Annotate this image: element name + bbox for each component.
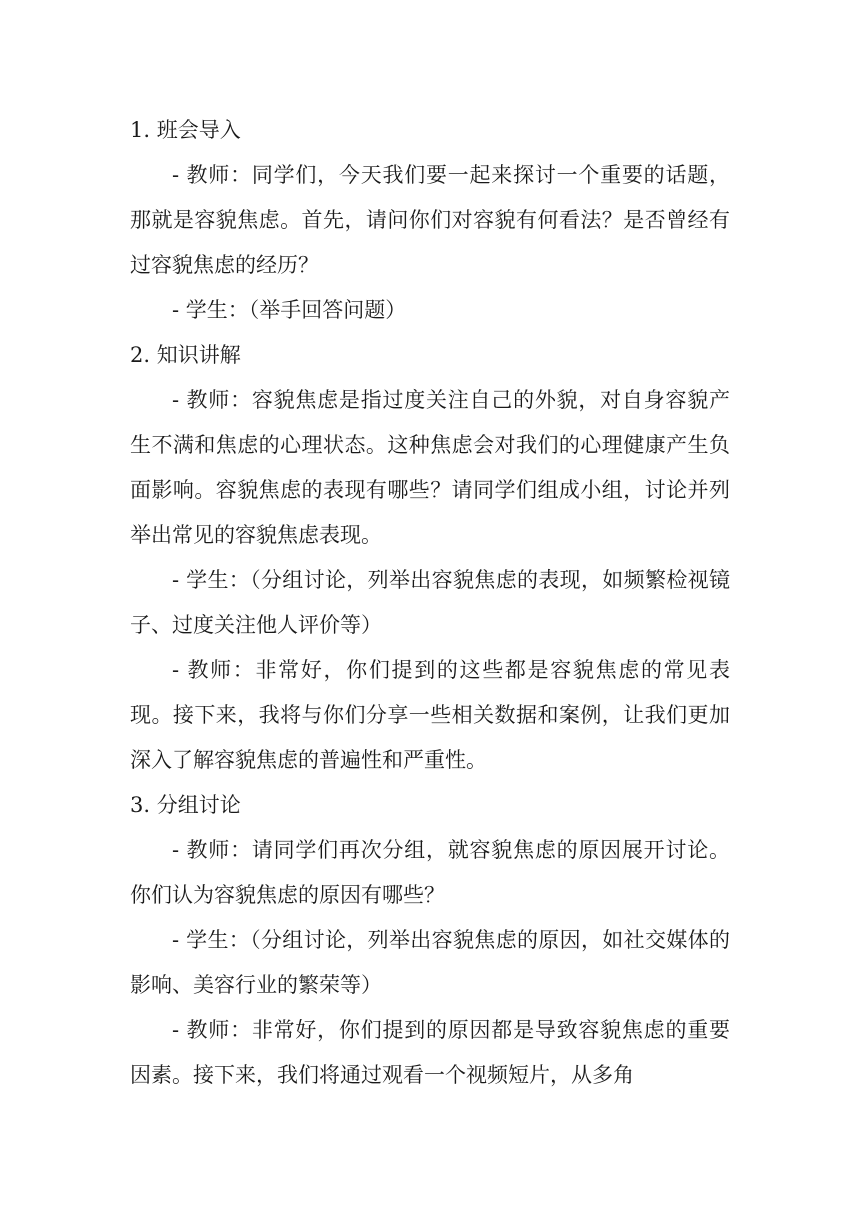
section-2: [130, 333, 730, 783]
section-heading: 1. 班会导入: [130, 118, 241, 142]
section-1: [130, 108, 730, 333]
section-heading: 2. 知识讲解: [130, 343, 241, 367]
section-heading: 3. 分组讨论: [130, 793, 241, 817]
paragraph: - 教师：同学们，今天我们要一起来探讨一个重要的话题，那就是容貌焦虑。首先，请问你们对容貌有何看法？是否曾经有过容貌焦虑的经历？: [130, 163, 730, 277]
paragraph: - 学生：（举手回答问题）: [172, 298, 407, 322]
section-3: [130, 783, 730, 1098]
paragraph: - 学生：（分组讨论，列举出容貌焦虑的原因，如社交媒体的影响、美容行业的繁荣等）: [130, 928, 730, 997]
paragraph: - 教师：非常好，你们提到的原因都是导致容貌焦虑的重要因素。接下来，我们将通过观看一个视频短片，从多角: [130, 1018, 730, 1087]
paragraph: - 学生：（分组讨论，列举出容貌焦虑的表现，如频繁检视镜子、过度关注他人评价等）: [130, 568, 730, 637]
paragraph: - 教师：容貌焦虑是指过度关注自己的外貌，对自身容貌产生不满和焦虑的心理状态。这种焦虑会对我们的心理健康产生负面影响。容貌焦虑的表现有哪些？请同学们组成小组，讨论并列举出常见的容貌焦虑表现。: [130, 388, 730, 547]
paragraph: - 教师：非常好，你们提到的这些都是容貌焦虑的常见表现。接下来，我将与你们分享一些相关数据和案例，让我们更加深入了解容貌焦虑的普遍性和严重性。: [130, 658, 730, 772]
paragraph: - 教师：请同学们再次分组，就容貌焦虑的原因展开讨论。你们认为容貌焦虑的原因有哪些？: [130, 838, 730, 907]
document-body: [130, 108, 730, 1098]
